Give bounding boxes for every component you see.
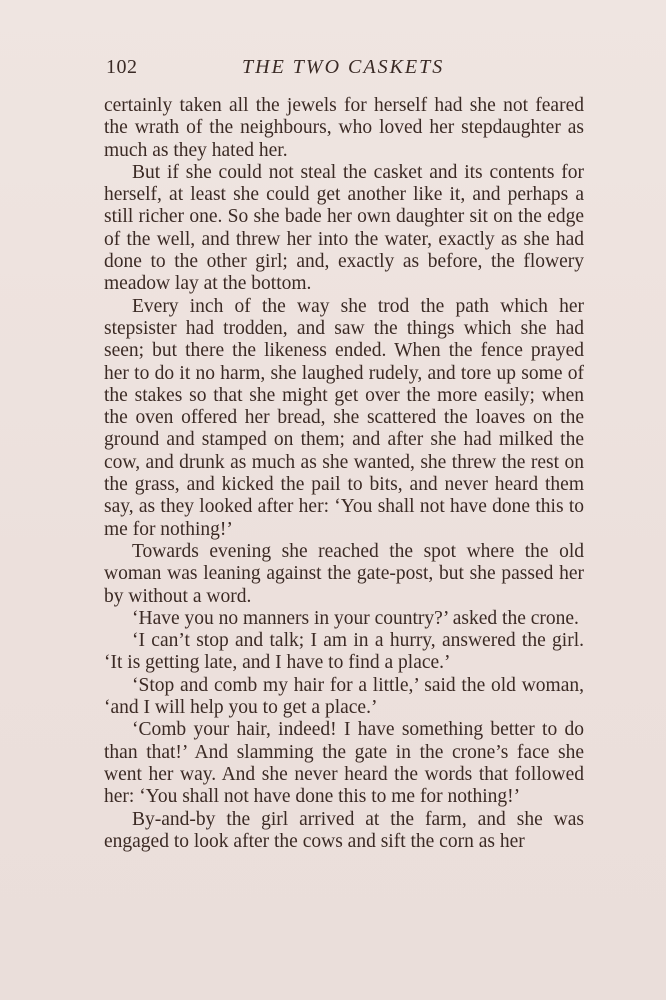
paragraph: certainly taken all the jewels for herself had she not feared the wrath of the neighbours, who loved her stepdaughter as much as they hated her. — [104, 95, 584, 161]
paragraph: Towards evening she reached the spot where the old woman was leaning against the gate-post, but she passed her by without a word. — [104, 540, 584, 607]
paragraph: By-and-by the girl arrived at the farm, and she was engaged to look after the cows and sift the corn as her — [104, 808, 584, 852]
paragraph: ‘Comb your hair, indeed! I have something better to do than that!’ And slamming the gate in the crone’s face she went her way. And she never heard the words that followed her: ‘You shall not have done this to me for nothing!’ — [104, 719, 584, 808]
paragraph: Every inch of the way she trod the path which her stepsister had trodden, and saw the things which she had seen; but there the likeness ended. When the fence prayed her to do it no harm, she laughed rudely, and tore up some of the stakes so that she might get over the more easily; when the oven offered her bread, she scattered the loaves on the ground and stamped on them; and after she had milked the cow, and drunk as much as she wanted, she threw the rest on the grass, and kicked the pail to bits, and never heard them say, as they looked after her: ‘You shall not have done this to me for nothing!’ — [104, 295, 584, 540]
paragraph: ‘Stop and comb my hair for a little,’ said the old woman, ‘and I will help you to get a place.’ — [104, 674, 584, 719]
running-title: THE TWO CASKETS — [242, 56, 445, 78]
paragraph: ‘Have you no manners in your country?’ asked the crone. — [132, 607, 579, 629]
body-text — [104, 95, 584, 853]
paragraph: ‘I can’t stop and talk; I am in a hurry, answered the girl. ‘It is getting late, and I have to find a place.’ — [104, 630, 584, 674]
paragraph: But if she could not steal the casket and its contents for herself, at least she could get another like it, and perhaps a still richer one. So she bade her own daughter sit on the edge of the well, and threw her into the water, exactly as she had done to the other girl; and, exactly as before, the flowery meadow lay at the bottom. — [104, 161, 584, 295]
page-header — [104, 52, 584, 82]
page-number: 102 — [106, 56, 138, 78]
